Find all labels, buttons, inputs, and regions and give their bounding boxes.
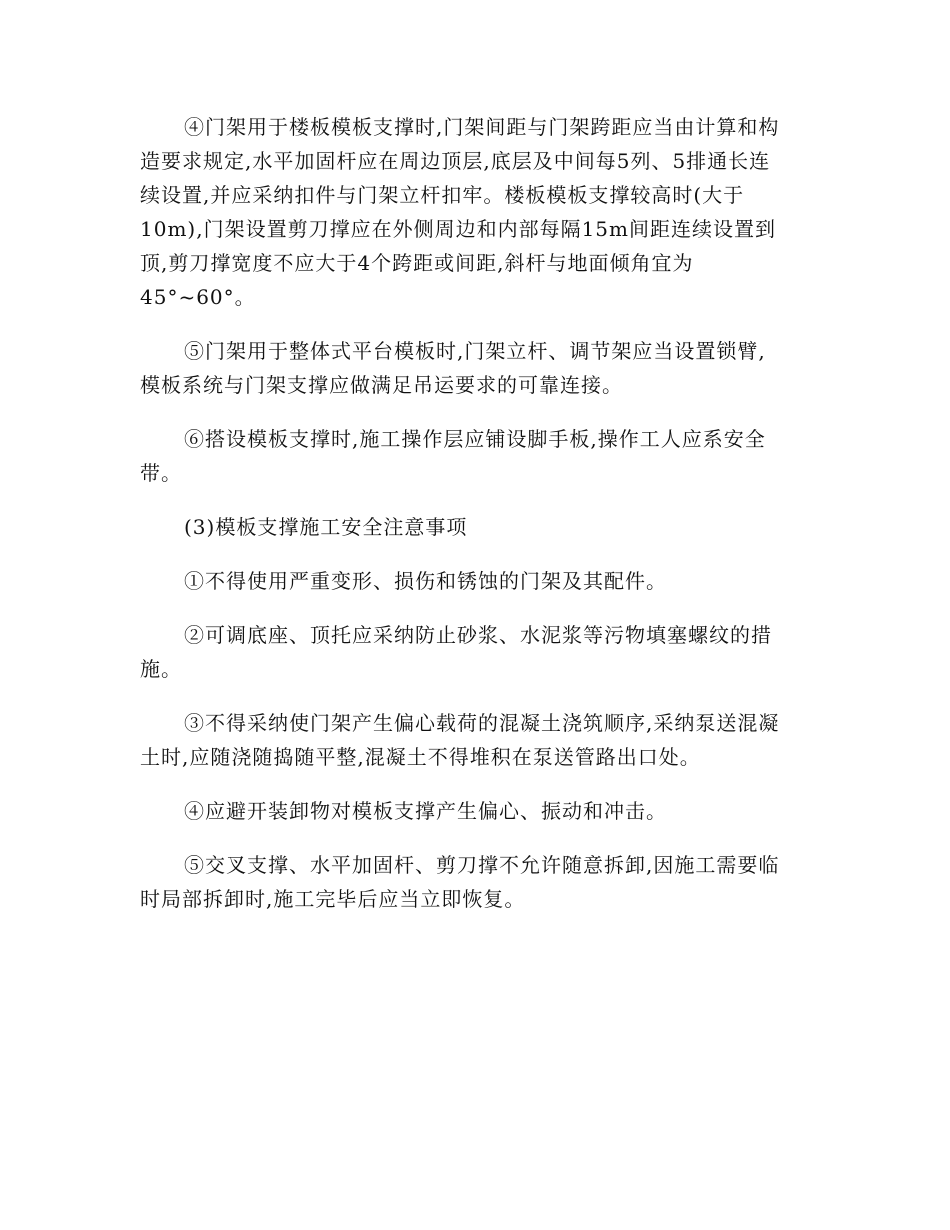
text-line: ⑥搭设模板支撑时,施工操作层应铺设脚手板,操作工人应系安全 [184,427,766,451]
text-line: 带。 [140,461,182,485]
section-heading [140,510,820,544]
text-line: ⑤门架用于整体式平台模板时,门架立杆、调节架应当设置锁臂, [184,339,766,363]
text-line: 模板系统与门架支撑应做满足吊运要求的可靠连接。 [140,373,623,397]
text-line: ⑤交叉支撑、水平加固杆、剪刀撑不允许随意拆卸,因施工需要临 [184,853,780,877]
paragraph-adjustable-base [140,618,820,686]
paragraph-concrete-pouring [140,706,820,774]
text-line: ②可调底座、顶托应采纳防止砂浆、水泥浆等污物填塞螺纹的措 [184,623,772,647]
text-line: ④门架用于楼板模板支撑时,门架间距与门架跨距应当由计算和构 [184,115,780,139]
text-line: 顶,剪刀撑宽度不应大于4个跨距或间距,斜杆与地面倾角宜为 [140,251,694,275]
paragraph-no-damaged-frames [140,564,820,598]
text-line: 10m),门架设置剪刀撑应在外侧周边和内部每隔15m间距连续设置到 [140,217,776,241]
paragraph-door-frame-floor-support [140,110,820,314]
heading-line: (3)模板支撑施工安全注意事项 [184,515,468,539]
text-line: 土时,应随浇随捣随平整,混凝土不得堆积在泵送管路出口处。 [140,745,701,769]
text-line: 45°~60°。 [140,285,256,309]
paragraph-no-random-removal [140,848,820,916]
paragraph-scaffold-board [140,422,820,490]
text-line: ④应避开装卸物对模板支撑产生偏心、振动和冲击。 [184,799,667,823]
paragraph-platform-formwork [140,334,820,402]
text-line: ③不得采纳使门架产生偏心载荷的混凝土浇筑顺序,采纳泵送混凝 [184,711,780,735]
text-line: ①不得使用严重变形、损伤和锈蚀的门架及其配件。 [184,569,667,593]
document-body [140,110,820,936]
text-line: 施。 [140,657,182,681]
text-line: 续设置,并应采纳扣件与门架立杆扣牢。楼板模板支撑较高时(大于 [140,183,745,207]
text-line: 时局部拆卸时,施工完毕后应当立即恢复。 [140,887,526,911]
text-line: 造要求规定,水平加固杆应在周边顶层,底层及中间每5列、5排通长连 [140,149,771,173]
paragraph-avoid-eccentric-load [140,794,820,828]
